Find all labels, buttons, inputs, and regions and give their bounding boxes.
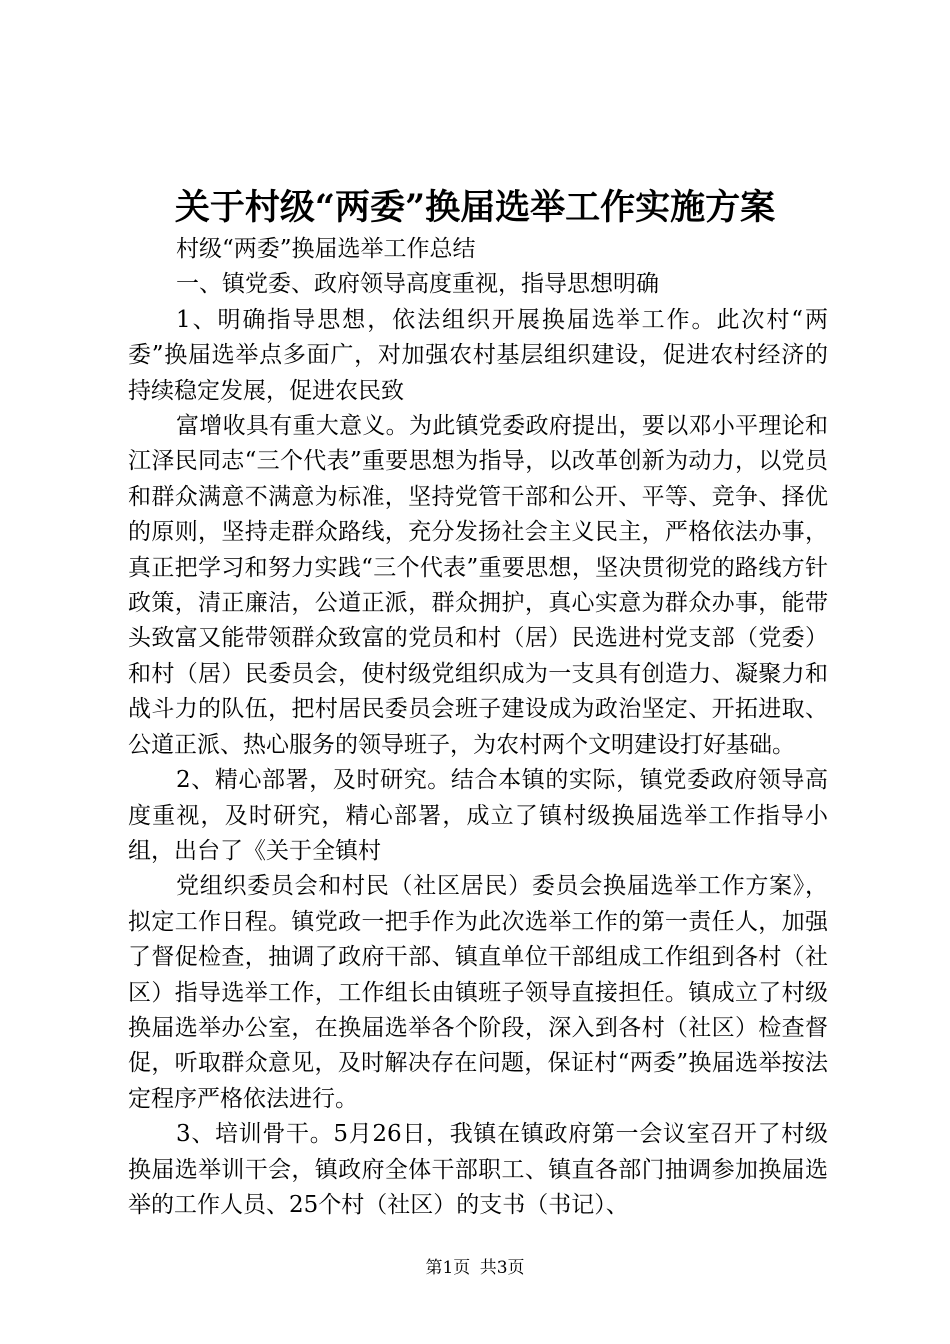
paragraph: 3、培训骨干。5月26日，我镇在镇政府第一会议室召开了村级换届选举训干会，镇政府全体干部职工、镇直各部门抽调参加换届选举的工作人员、25个村（社区）的支书（书记）、 — [128, 1121, 828, 1218]
page-number: 第1页 — [425, 1258, 471, 1278]
paragraph: 一、镇党委、政府领导高度重视，指导思想明确 — [176, 271, 659, 298]
document-body — [128, 232, 828, 1223]
paragraph: 村级“两委”换届选举工作总结 — [176, 236, 476, 262]
document-title: 关于村级“两委”换届选举工作实施方案 — [174, 187, 776, 228]
paragraph: 2、精心部署，及时研究。结合本镇的实际，镇党委政府领导高度重视，及时研究，精心部署，成立了镇村级换届选举工作指导小组，出台了《关于全镇村 — [128, 767, 828, 864]
paragraph: 党组织委员会和村民（社区居民）委员会换届选举工作方案》，拟定工作日程。镇党政一把手作为此次选举工作的第一责任人，加强了督促检查，抽调了政府干部、镇直单位干部组成工作组到各村（社区）指导选举工作，工作组长由镇班子领导直接担任。镇成立了村级换届选举办公室，在换届选举各个阶段，深入到各村（社区）检查督促，听取群众意见，及时解决存在问题，保证村“两委”换届选举按法定程序严格依法进行。 — [128, 873, 828, 1112]
page-footer — [0, 1256, 950, 1280]
page-total: 共3页 — [479, 1258, 525, 1278]
paragraph: 1、明确指导思想，依法组织开展换届选举工作。此次村“两委”换届选举点多面广，对加强农村基层组织建设，促进农村经济的持续稳定发展，促进农民致 — [128, 306, 828, 404]
paragraph: 富增收具有重大意义。为此镇党委政府提出，要以邓小平理论和江泽民同志“三个代表”重要思想为指导，以改革创新为动力，以党员和群众满意不满意为标准，坚持党管干部和公开、平等、竞争、择优的原则，坚持走群众路线，充分发扬社会主义民主，严格依法办事，真正把学习和努力实践“三个代表”重要思想，坚决贯彻党的路线方针政策，清正廉洁，公道正派，群众拥护，真心实意为群众办事，能带头致富又能带领群众致富的党员和村（居）民选进村党支部（党委）和村（居）民委员会，使村级党组织成为一支具有创造力、凝聚力和战斗力的队伍，把村居民委员会班子建设成为政治坚定、开拓进取、公道正派、热心服务的领导班子，为农村两个文明建设打好基础。 — [128, 413, 828, 758]
